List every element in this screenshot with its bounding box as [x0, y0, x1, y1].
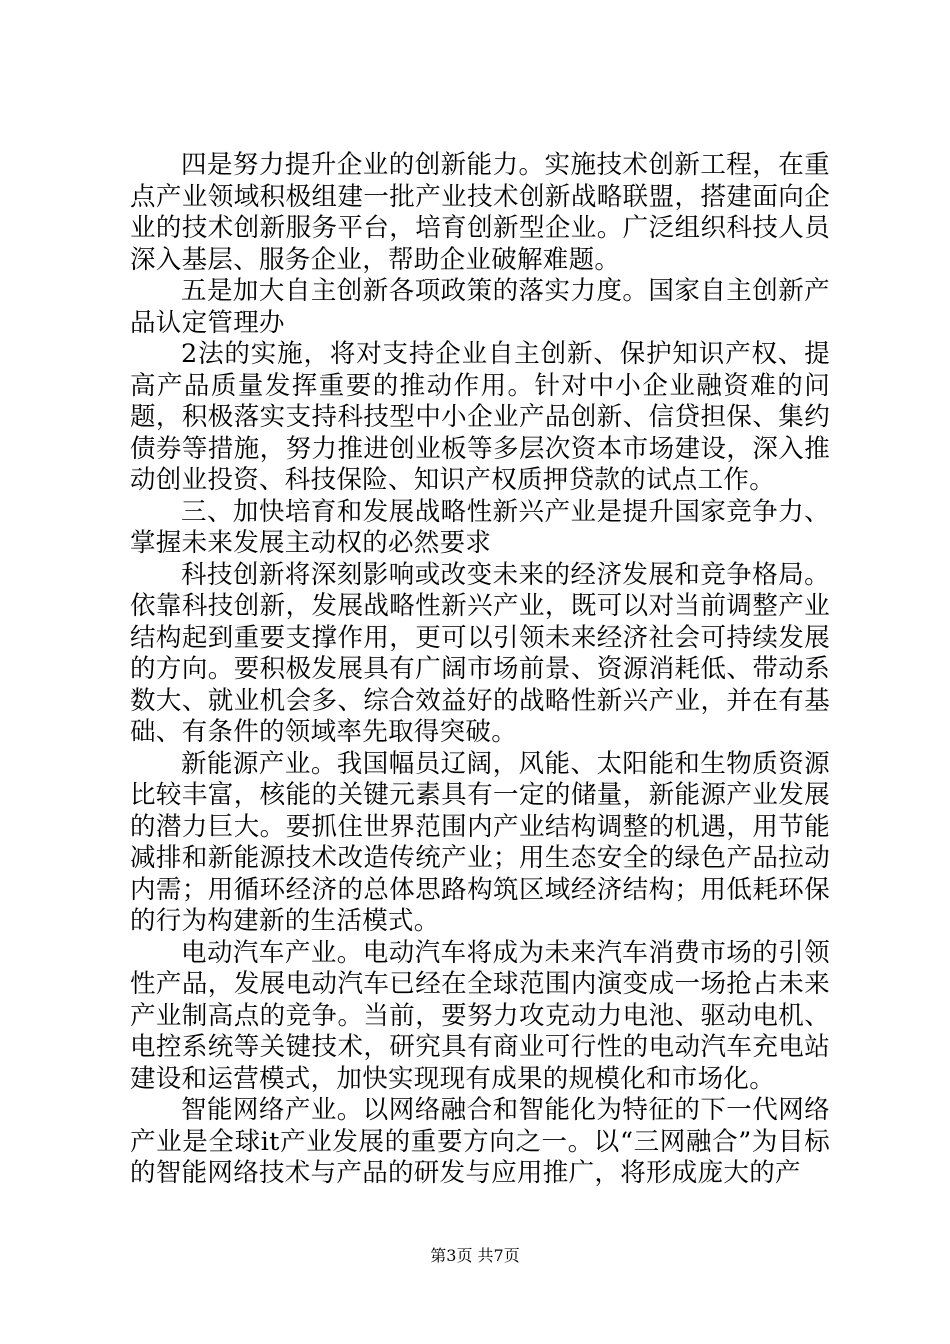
section-heading-emerging-industries: 三、加快培育和发展战略性新兴产业是提升国家竞争力、掌握未来发展主动权的必然要求	[130, 496, 830, 558]
paragraph-policy-continued: 2法的实施，将对支持企业自主创新、保护知识产权、提高产品质量发挥重要的推动作用。针对中小企业融资难的问题，积极落实支持科技型中小企业产品创新、信贷担保、集约债券等措施，努力推进创业板等多层次资本市场建设，深入推动创业投资、科技保险、知识产权质押贷款的试点工作。	[130, 339, 830, 495]
document-body	[130, 150, 830, 1190]
paragraph-new-energy: 新能源产业。我国幅员辽阔，风能、太阳能和生物质资源比较丰富，核能的关键元素具有一定的储量，新能源产业发展的潜力巨大。要抓住世界范围内产业结构调整的机遇，用节能减排和新能源技术改造传统产业；用生态安全的绿色产品拉动内需；用循环经济的总体思路构筑区域经济结构；用低耗环保的行为构建新的生活模式。	[130, 748, 830, 936]
page-number-footer: 第3页 共7页	[430, 1246, 520, 1265]
paragraph-smart-network: 智能网络产业。以网络融合和智能化为特征的下一代网络产业是全球it产业发展的重要方向之一。以“三网融合”为目标的智能网络技术与产品的研发与应用推广，将形成庞大的产	[130, 1095, 830, 1188]
paragraph-innovation-capability: 四是努力提升企业的创新能力。实施技术创新工程，在重点产业领域积极组建一批产业技术创新战略联盟，搭建面向企业的技术创新服务平台，培育创新型企业。广泛组织科技人员深入基层、服务企业，帮助企业破解难题。	[130, 150, 830, 275]
paragraph-electric-vehicles: 电动汽车产业。电动汽车将成为未来汽车消费市场的引领性产品，发展电动汽车已经在全球范围内演变成一场抢占未来产业制高点的竞争。当前，要努力攻克动力电池、驱动电机、电控系统等关键技术，研究具有商业可行性的电动汽车充电站建设和运营模式，加快实现现有成果的规模化和市场化。	[130, 937, 830, 1094]
paragraph-tech-innovation: 科技创新将深刻影响或改变未来的经济发展和竞争格局。依靠科技创新，发展战略性新兴产业，既可以对当前调整产业结构起到重要支撑作用，更可以引领未来经济社会可持续发展的方向。要积极发展具有广阔市场前景、资源消耗低、带动系数大、就业机会多、综合效益好的战略性新兴产业，并在有基础、有条件的领域率先取得突破。	[130, 559, 830, 747]
paragraph-policy-implementation: 五是加大自主创新各项政策的落实力度。国家自主创新产品认定管理办	[130, 276, 830, 338]
